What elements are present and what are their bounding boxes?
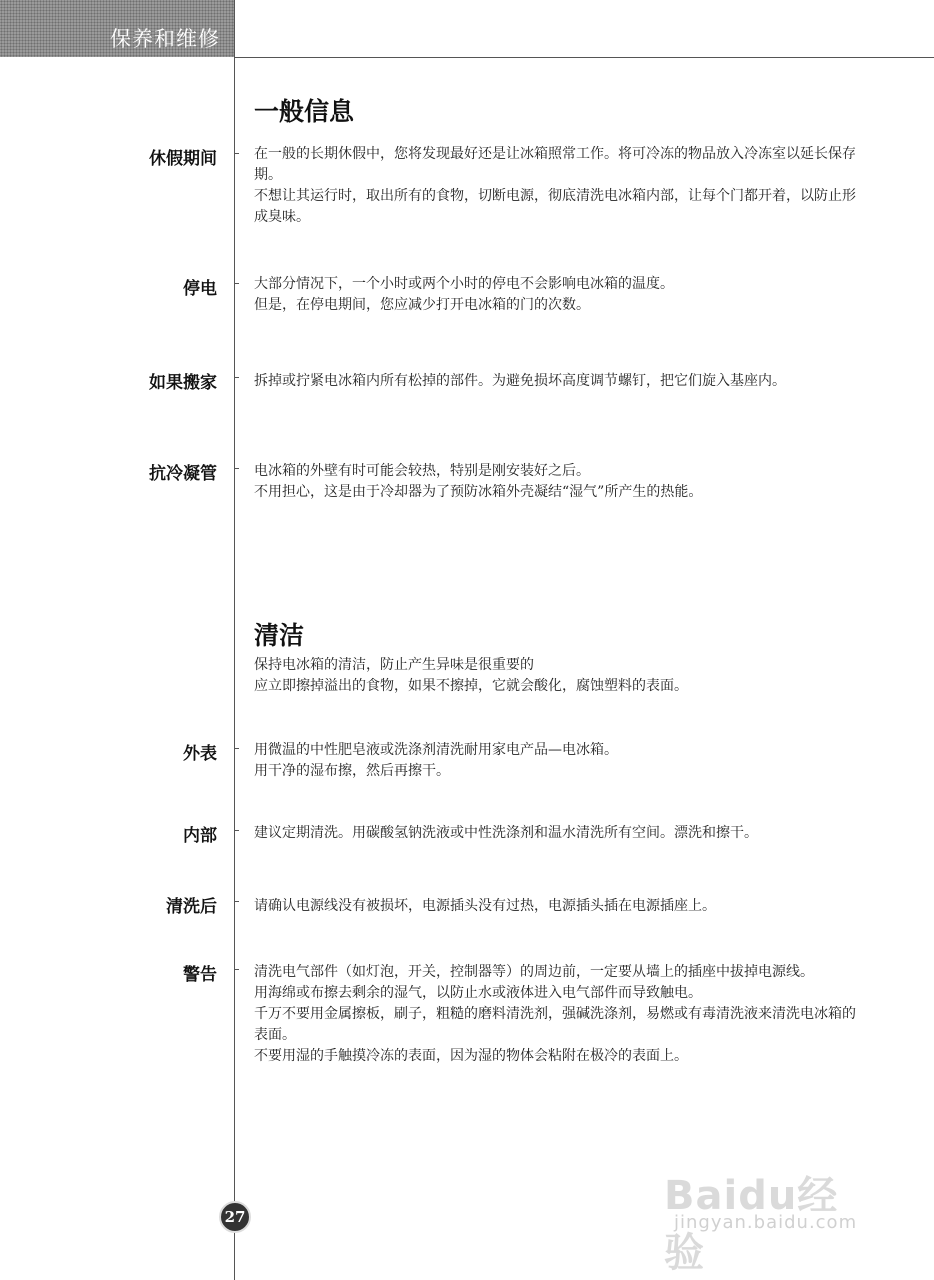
item-text-exterior <box>254 740 864 782</box>
item-text-moving <box>254 371 864 392</box>
text-line: 用微温的中性肥皂液或洗涤剂清洗耐用家电产品—电冰箱。 <box>254 742 618 758</box>
cleaning-intro <box>254 655 864 697</box>
divider-tick <box>234 969 239 970</box>
text-line: 用干净的湿布擦，然后再擦干。 <box>254 763 450 779</box>
item-text-warning <box>254 962 864 1067</box>
text-line: 千万不要用金属擦板，刷子，粗糙的磨料清洗剂，强碱洗涤剂，易燃或有毒清洗液来清洗电冰箱的表面。 <box>254 1006 856 1043</box>
divider-tick <box>234 283 239 284</box>
item-text-anti-condensation <box>254 461 864 503</box>
header-tab <box>0 0 234 57</box>
text-line: 建议定期清洗。用碳酸氢钠洗液或中性洗涤剂和温水清洗所有空间。漂洗和擦干。 <box>254 825 758 841</box>
item-label-vacation: 休假期间 <box>149 149 217 169</box>
text-line: 拆掉或拧紧电冰箱内所有松掉的部件。为避免损坏高度调节螺钉，把它们旋入基座内。 <box>254 373 786 389</box>
divider-tick <box>234 830 239 831</box>
item-label-power-outage: 停电 <box>183 279 217 299</box>
divider-tick <box>234 153 239 154</box>
text-line: 电冰箱的外壁有时可能会较热，特别是刚安装好之后。 <box>254 463 590 479</box>
divider-tick <box>234 901 239 902</box>
text-line: 不要用湿的手触摸冷冻的表面，因为湿的物体会粘附在极冷的表面上。 <box>254 1048 688 1064</box>
watermark <box>664 1160 874 1276</box>
divider-tick <box>234 748 239 749</box>
text-line: 用海绵或布擦去剩余的湿气，以防止水或液体进入电气部件而导致触电。 <box>254 985 702 1001</box>
text-line: 应立即擦掉溢出的食物，如果不擦掉，它就会酸化，腐蚀塑料的表面。 <box>254 678 688 694</box>
item-text-interior <box>254 823 864 844</box>
item-label-warning: 警告 <box>183 965 217 985</box>
margin-rule <box>234 0 235 1280</box>
text-line: 不想让其运行时，取出所有的食物，切断电源，彻底清洗电冰箱内部，让每个门都开着，以防止形成臭味。 <box>254 188 856 225</box>
item-label-interior: 内部 <box>183 826 217 846</box>
text-line: 清洗电气部件（如灯泡，开关，控制器等）的周边前，一定要从墙上的插座中拔掉电源线。 <box>254 964 814 980</box>
page-number: 27 <box>219 1201 251 1233</box>
watermark-url: jingyan.baidu.com <box>674 1212 858 1233</box>
text-line: 在一般的长期休假中，您将发现最好还是让冰箱照常工作。将可冷冻的物品放入冷冻室以延长保存期。 <box>254 146 856 183</box>
divider-tick <box>234 468 239 469</box>
item-label-exterior: 外表 <box>183 744 217 764</box>
header-rule <box>234 57 934 58</box>
item-label-moving: 如果搬家 <box>149 373 217 393</box>
item-label-anti-condensation: 抗冷凝管 <box>149 464 217 484</box>
text-line: 但是，在停电期间，您应减少打开电冰箱的门的次数。 <box>254 297 590 313</box>
divider-tick <box>234 377 239 378</box>
item-label-after-cleaning: 清洗后 <box>166 897 217 917</box>
text-line: 请确认电源线没有被损坏，电源插头没有过热，电源插头插在电源插座上。 <box>254 898 716 914</box>
general-heading: 一般信息 <box>254 97 355 126</box>
text-line: 大部分情况下，一个小时或两个小时的停电不会影响电冰箱的温度。 <box>254 276 674 292</box>
item-text-after-cleaning <box>254 896 864 917</box>
cleaning-heading: 清洁 <box>254 621 305 650</box>
text-line: 不用担心，这是由于冷却器为了预防冰箱外壳凝结“湿气”所产生的热能。 <box>254 484 703 500</box>
section-title: 保养和维修 <box>110 27 220 51</box>
item-text-power-outage <box>254 274 864 316</box>
item-text-vacation <box>254 144 864 228</box>
watermark-logo: Baidu经验 <box>664 1173 839 1276</box>
text-line: 保持电冰箱的清洁，防止产生异味是很重要的 <box>254 657 534 673</box>
